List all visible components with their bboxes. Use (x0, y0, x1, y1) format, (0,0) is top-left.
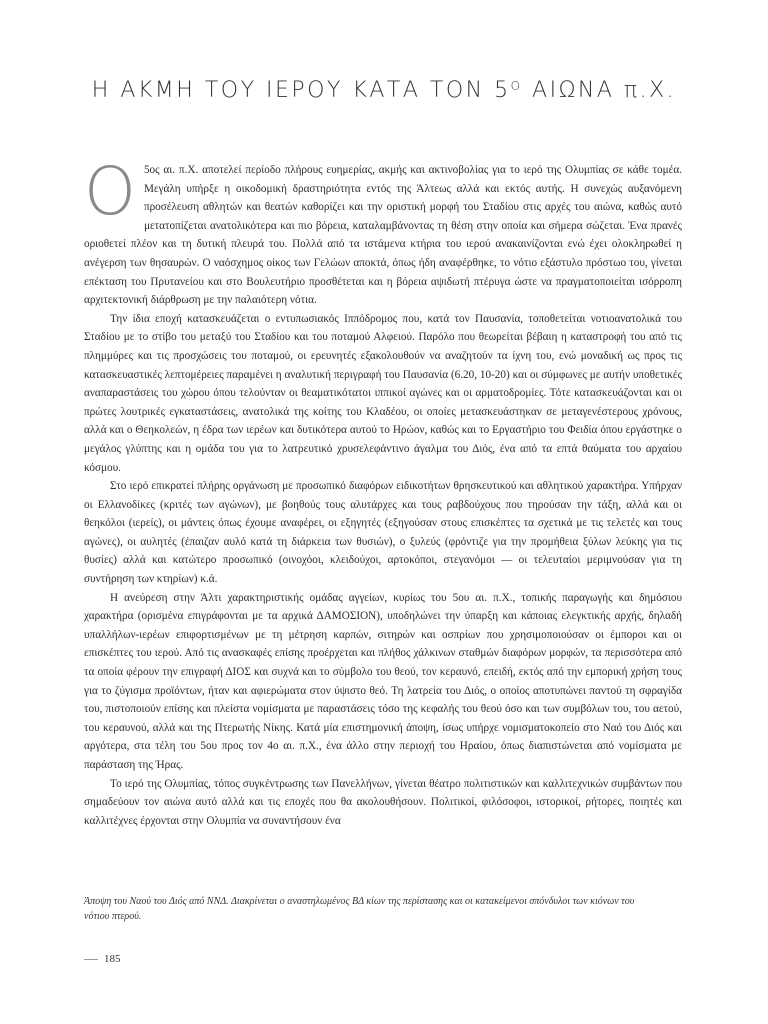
title-end: ΑΙΩΝΑ π.Χ. (522, 78, 677, 103)
article-body (84, 153, 682, 830)
page-title (0, 78, 768, 103)
paragraph-5: Το ιερό της Ολυμπίας, τόπος συγκέντρωσης των Πανελλήνων, γίνεται θέατρο πολιτιστικών και καλλιτεχνικών συμβάντων που σημαδεύουν τον αιώνα αυτό αλλά και τις εποχές που θα ακολουθήσουν. Πολιτικοί, φιλόσοφοι, ιστορικοί, ρήτορες, ποιητές και καλλιτέχνες έρχονται στην Ολυμπία να συναντήσουν ένα (84, 777, 682, 827)
title-superscript: Ο (510, 79, 523, 93)
paragraph-4: Η ανεύρεση στην Άλτι χαρακτηριστικής ομάδας αγγείων, κυρίως του 5ου αι. π.Χ., τοπικής παραγωγής και δημόσιου χαρακτήρα (ορισμένα επιγράφονται με τα αρχικά ΔΑΜΟΣΙΟΝ), υποδηλώνει την ύπαρξη και κάποιας ελεγκτικής αρχής, δηλαδή υπαλλήλων-ιερέων επιφορτισμένων με τη μέτρηση καρπών, σιτηρών και οσπρίων που χρησιμοποιούσαν οι έμποροι και οι επισκέπτες του ιερού. Από τις ανασκαφές επίσης προέρχεται και πλήθος χάλκινων σταθμών διαφόρων μορφών, τα περισσότερα από τα οποία φέρουν την επιγραφή ΔΙΟΣ και συχνά και το σύμβολο του θεού, τον κεραυνό, επειδή, εκτός από την εμπορική χρήση τους για το ζύγισμα προϊόντων, ήταν και αφιερώματα στον ύψιστο θεό. Τη λατρεία του Διός, ο οποίος αποτυπώνει παντού τη σφραγίδα του, πιστοποιούν επίσης και πλείστα νομίσματα με παραστάσεις τόσο της κεφαλής του θεού όσο και των συμβόλων του, του αετού, του κεραυνού, αλλά και της Πτερωτής Νίκης. Κατά μία επιστημονική άποψη, ίσως υπήρχε νομισματοκοπείο στο Ναό του Διός και αργότερα, στα τέλη του 5ου προς τον 4ο αι. π.Χ., ένα άλλο στην περιοχή του Ηραίου, όπως διαπιστώνεται από νομίσματα με παράσταση της Ήρας. (84, 591, 682, 771)
paragraph-2: Την ίδια εποχή κατασκευάζεται ο εντυπωσιακός Ιππόδρομος που, κατά τον Παυσανία, τοποθετείται νοτιοανατολικά του Σταδίου με το στίβο του μεταξύ του Σταδίου και του ποταμού Αλφειού. Παρόλο που θεωρείται βέβαιη η καταστροφή του από τις πλημμύρες και τις προσχώσεις του ποταμού, οι ερευνητές εξακολουθούν να αναζητούν τα ίχνη του, ενώ μοναδική ως προς τις κατασκευαστικές λεπτομέρειες παραμένει η αναλυτική περιγραφή του Παυσανία (6.20, 10-20) και οι σύμφωνες με αυτήν υποθετικές αναπαραστάσεις του χώρου όπου τελούνταν οι θεαματικότατοι ιππικοί αγώνες και οι αρματοδρομίες. Τότε κατασκευάζονται και οι πρώτες λουτρικές εγκαταστάσεις, ανατολικά της κοίτης του Κλαδέου, οι οποίες μετασκευάστηκαν σε μεταγενέστερους χρόνους, αλλά και ο Θεηκολεών, η έδρα των ιερέων και δυτικότερα αυτού το Ηρώον, καθώς και το Εργαστήριο του Φειδία όπου εργάστηκε ο μεγάλος γλύπτης και η ομάδα του για το λατρευτικό χρυσελεφάντινο άγαλμα του Διός, ένα από τα επτά θαύματα του αρχαίου κόσμου. (84, 312, 682, 474)
paragraph-3: Στο ιερό επικρατεί πλήρης οργάνωση με προσωπικό διαφόρων ειδικοτήτων θρησκευτικού και αθλητικού χαρακτήρα. Υπήρχαν οι Ελλανοδίκες (κριτές των αγώνων), με βοηθούς τους αλυτάρχες και τους ραβδούχους που τηρούσαν την τάξη, αλλά και οι θεηκόλοι (ιερείς), οι μάντεις όπως έχουμε αναφέρει, οι εξηγητές (εξηγούσαν στους επισκέπτες τα σχετικά με τις τελετές και τους αγώνες), οι αυλητές (έπαιζαν αυλό κατά τη διάρκεια των θυσιών), ο ξυλεύς (φρόντιζε για την προμήθεια ξύλων λεύκης για τις θυσίες) αλλά και κατώτερο προσωπικό (οινοχόοι, κλειδούχοι, αρτοκόποι, στεγανόμοι — οι τελευταίοι μεριμνούσαν για τη συντήρηση των κτηρίων) κ.ά. (84, 480, 682, 586)
paragraph-1-text: 5ος αι. π.Χ. αποτελεί περίοδο πλήρους ευημερίας, ακμής και ακτινοβολίας για το ιερό της Ολυμπίας σε κάθε τομέα. Μεγάλη υπήρξε η οικοδομική δραστηριότητα εντός της Άλτεως αλλά και εκτός αυτής. Η συνεχώς αυξανόμενη προσέλευση αθλητών και θεατών καθορίζει και την οριστική μορφή του Σταδίου στις αρχές του αιώνα, καθώς αυτό μετατοπίζεται ανατολικότερα και πιο βόρεια, καταλαμβάνοντας τη θέση στην οποία και σήμερα σώζεται. Ένα πρανές οριοθετεί πλέον και τη δυτική πλευρά του. Πολλά από τα ιστάμενα κτήρια του ιερού ανακαινίζονται ενώ έχει ολοκληρωθεί η ανέγερση των θησαυρών. Ο ναόσχημος οίκος των Γελώων αποκτά, όπως ήδη αναφέρθηκε, το νότιο εξάστυλο πρόστωο του, γίνεται επέκταση του Πρυτανείου και στο Βουλευτήριο προσθέτεται και η βόρεια αψιδωτή πτέρυγα ώστε να πραγματοποιείται ισόρροπη αρχιτεκτονική διάρθρωση με την παλαιότερη νότια. (84, 164, 682, 307)
drop-cap: Ο (84, 153, 136, 230)
page-number: 185 (104, 953, 121, 965)
page-number-block (84, 953, 121, 965)
image-caption: Άποψη του Ναού του Διός από ΝΝΔ. Διακρίνεται ο αναστηλωμένος ΒΔ κίων της περίστασης και οι κατακείμενοι σπόνδυλοι των κιόνων του νότιου πτερού. (84, 896, 635, 922)
page-number-rule (84, 959, 98, 960)
title-main: Η ΑΚΜΗ ΤΟΥ ΙΕΡΟΥ ΚΑΤΑ ΤΟΝ 5 (91, 78, 511, 103)
paragraph-1 (84, 153, 682, 310)
